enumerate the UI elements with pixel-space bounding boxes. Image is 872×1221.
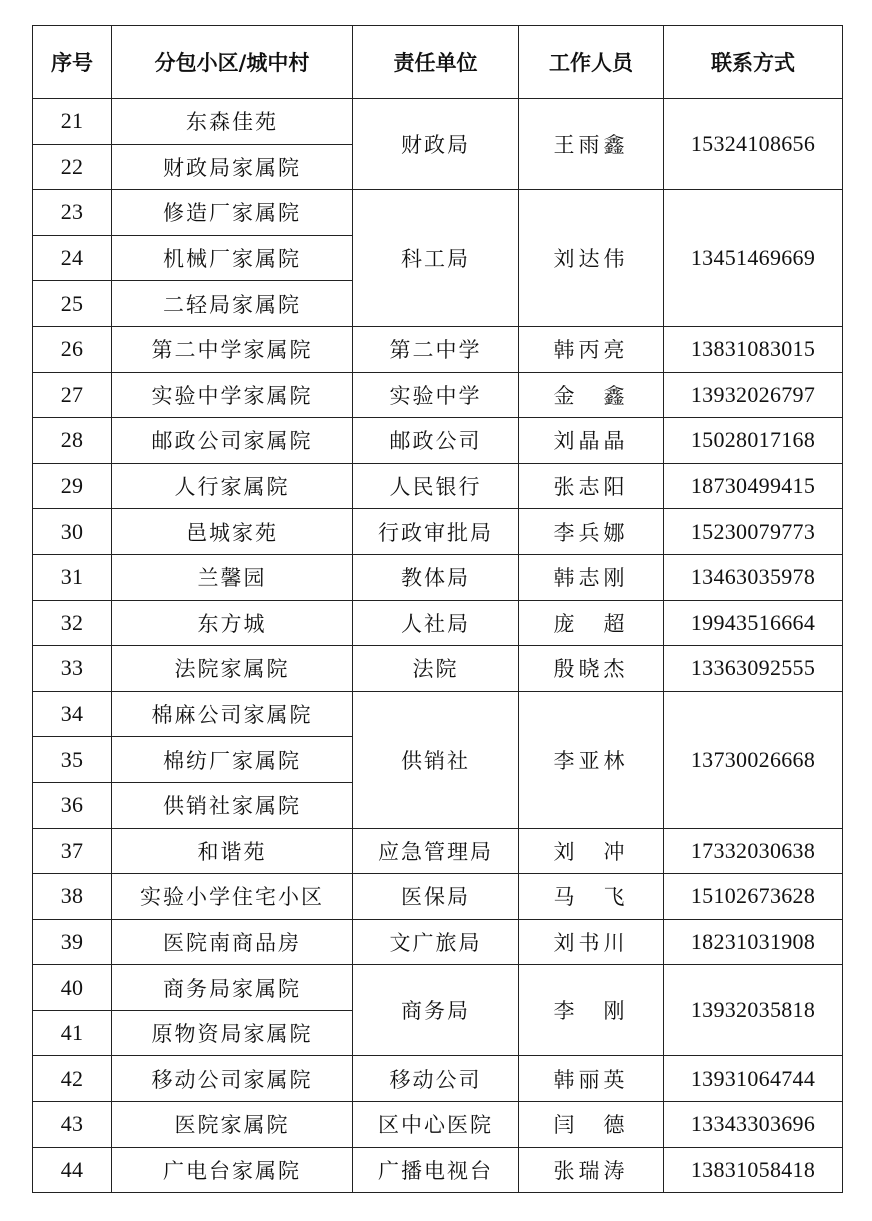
responsible-unit: 邮政公司 [353, 418, 519, 464]
contact-phone: 18730499415 [664, 463, 843, 509]
community-name: 商务局家属院 [112, 965, 353, 1011]
responsible-unit: 行政审批局 [353, 509, 519, 555]
contact-phone: 13932026797 [664, 372, 843, 418]
community-name: 机械厂家属院 [112, 235, 353, 281]
contact-phone: 13931064744 [664, 1056, 843, 1102]
contact-phone: 13463035978 [664, 554, 843, 600]
staff-name: 韩志刚 [519, 554, 664, 600]
row-number: 34 [33, 691, 112, 737]
table-row [33, 99, 843, 145]
table-row [33, 965, 843, 1011]
row-number: 39 [33, 919, 112, 965]
responsible-unit: 应急管理局 [353, 828, 519, 874]
community-name: 第二中学家属院 [112, 326, 353, 372]
header-unit: 责任单位 [353, 26, 519, 99]
community-name: 修造厂家属院 [112, 190, 353, 236]
contact-phone: 17332030638 [664, 828, 843, 874]
table-row [33, 1102, 843, 1148]
row-number: 36 [33, 782, 112, 828]
community-name: 二轻局家属院 [112, 281, 353, 327]
row-number: 23 [33, 190, 112, 236]
community-name: 医院家属院 [112, 1102, 353, 1148]
responsible-unit: 商务局 [353, 965, 519, 1056]
responsible-unit: 人民银行 [353, 463, 519, 509]
staff-name: 金 鑫 [519, 372, 664, 418]
community-name: 人行家属院 [112, 463, 353, 509]
community-name: 医院南商品房 [112, 919, 353, 965]
responsible-unit: 科工局 [353, 190, 519, 327]
staff-name: 闫 德 [519, 1102, 664, 1148]
table-row [33, 1056, 843, 1102]
table-row [33, 1147, 843, 1193]
community-name: 和谐苑 [112, 828, 353, 874]
staff-name: 李亚林 [519, 691, 664, 828]
row-number: 26 [33, 326, 112, 372]
row-number: 33 [33, 646, 112, 692]
table-row [33, 646, 843, 692]
row-number: 43 [33, 1102, 112, 1148]
community-name: 法院家属院 [112, 646, 353, 692]
table-row [33, 509, 843, 555]
row-number: 29 [33, 463, 112, 509]
community-name: 广电台家属院 [112, 1147, 353, 1193]
responsible-unit: 人社局 [353, 600, 519, 646]
table-row [33, 418, 843, 464]
staff-name: 韩丽英 [519, 1056, 664, 1102]
header-area: 分包小区/城中村 [112, 26, 353, 99]
staff-name: 马 飞 [519, 874, 664, 920]
community-name: 棉纺厂家属院 [112, 737, 353, 783]
header-row [33, 26, 843, 99]
contact-phone: 13343303696 [664, 1102, 843, 1148]
row-number: 28 [33, 418, 112, 464]
community-name: 邑城家苑 [112, 509, 353, 555]
community-name: 棉麻公司家属院 [112, 691, 353, 737]
staff-name: 殷晓杰 [519, 646, 664, 692]
staff-name: 韩丙亮 [519, 326, 664, 372]
row-number: 41 [33, 1010, 112, 1056]
community-name: 财政局家属院 [112, 144, 353, 190]
staff-name: 李 刚 [519, 965, 664, 1056]
community-name: 兰馨园 [112, 554, 353, 600]
row-number: 30 [33, 509, 112, 555]
responsible-unit: 财政局 [353, 99, 519, 190]
community-name: 邮政公司家属院 [112, 418, 353, 464]
row-number: 38 [33, 874, 112, 920]
row-number: 35 [33, 737, 112, 783]
contact-phone: 19943516664 [664, 600, 843, 646]
community-name: 实验小学住宅小区 [112, 874, 353, 920]
responsible-unit: 广播电视台 [353, 1147, 519, 1193]
row-number: 25 [33, 281, 112, 327]
community-name: 实验中学家属院 [112, 372, 353, 418]
staff-name: 刘书川 [519, 919, 664, 965]
table-row [33, 919, 843, 965]
staff-name: 庞 超 [519, 600, 664, 646]
contact-phone: 13831058418 [664, 1147, 843, 1193]
responsible-unit: 供销社 [353, 691, 519, 828]
responsible-unit: 法院 [353, 646, 519, 692]
contact-phone: 18231031908 [664, 919, 843, 965]
staff-name: 刘达伟 [519, 190, 664, 327]
table-body [33, 99, 843, 1193]
contact-phone: 15102673628 [664, 874, 843, 920]
staff-name: 刘晶晶 [519, 418, 664, 464]
row-number: 37 [33, 828, 112, 874]
header-phone: 联系方式 [664, 26, 843, 99]
responsible-unit: 第二中学 [353, 326, 519, 372]
staff-name: 刘 冲 [519, 828, 664, 874]
row-number: 44 [33, 1147, 112, 1193]
responsible-unit: 区中心医院 [353, 1102, 519, 1148]
responsibility-table [32, 25, 843, 1193]
responsible-unit: 移动公司 [353, 1056, 519, 1102]
table-row [33, 190, 843, 236]
contact-phone: 15230079773 [664, 509, 843, 555]
row-number: 40 [33, 965, 112, 1011]
row-number: 27 [33, 372, 112, 418]
table-row [33, 554, 843, 600]
row-number: 21 [33, 99, 112, 145]
community-name: 东方城 [112, 600, 353, 646]
community-name: 原物资局家属院 [112, 1010, 353, 1056]
responsible-unit: 医保局 [353, 874, 519, 920]
table-row [33, 828, 843, 874]
header-no: 序号 [33, 26, 112, 99]
responsible-unit: 教体局 [353, 554, 519, 600]
table-row [33, 874, 843, 920]
row-number: 32 [33, 600, 112, 646]
table-row [33, 691, 843, 737]
staff-name: 张瑞涛 [519, 1147, 664, 1193]
staff-name: 王雨鑫 [519, 99, 664, 190]
contact-phone: 13451469669 [664, 190, 843, 327]
table-row [33, 326, 843, 372]
row-number: 22 [33, 144, 112, 190]
contact-phone: 13831083015 [664, 326, 843, 372]
community-name: 供销社家属院 [112, 782, 353, 828]
row-number: 42 [33, 1056, 112, 1102]
staff-name: 李兵娜 [519, 509, 664, 555]
header-staff: 工作人员 [519, 26, 664, 99]
row-number: 31 [33, 554, 112, 600]
contact-phone: 13730026668 [664, 691, 843, 828]
contact-phone: 13932035818 [664, 965, 843, 1056]
contact-phone: 15028017168 [664, 418, 843, 464]
responsible-unit: 文广旅局 [353, 919, 519, 965]
community-name: 东森佳苑 [112, 99, 353, 145]
row-number: 24 [33, 235, 112, 281]
contact-phone: 13363092555 [664, 646, 843, 692]
community-name: 移动公司家属院 [112, 1056, 353, 1102]
table-row [33, 600, 843, 646]
responsible-unit: 实验中学 [353, 372, 519, 418]
table-row [33, 372, 843, 418]
contact-phone: 15324108656 [664, 99, 843, 190]
staff-name: 张志阳 [519, 463, 664, 509]
table-row [33, 463, 843, 509]
